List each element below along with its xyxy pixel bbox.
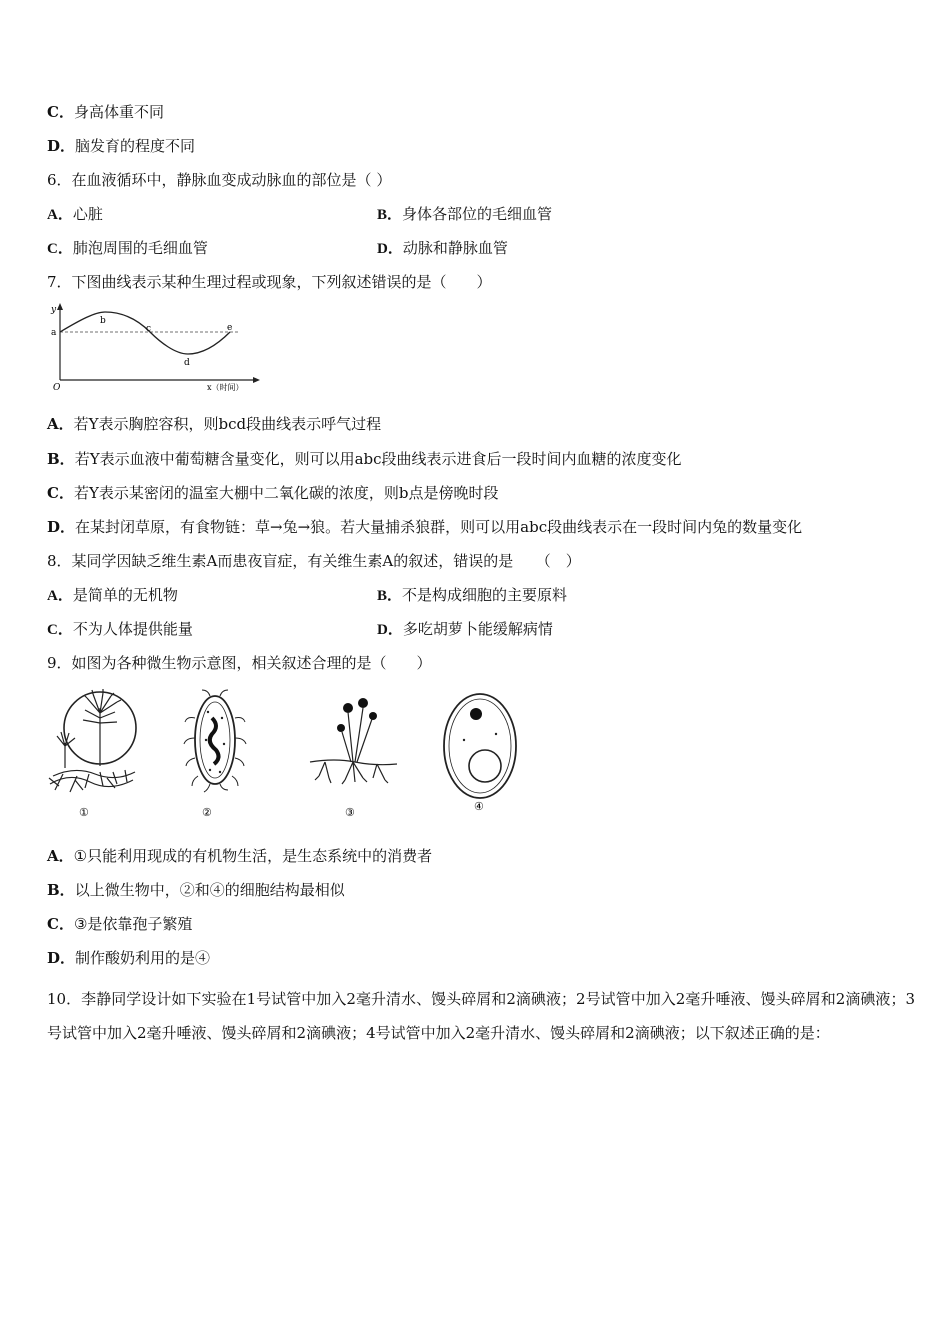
option-label: D． xyxy=(47,518,76,536)
option-label: C． xyxy=(47,241,73,257)
q7-stem: 7．下图曲线表示某种生理过程或现象，下列叙述错误的是（ ） xyxy=(47,273,492,291)
q9-option-d xyxy=(47,948,210,968)
option-label: B． xyxy=(377,207,403,223)
q8-stem: 8．某同学因缺乏维生素A而患夜盲症，有关维生素A的叙述，错误的是 （ ） xyxy=(47,552,581,570)
q9-stem: 9．如图为各种微生物示意图，相关叙述合理的是（ ） xyxy=(47,654,432,672)
origin-label: O xyxy=(53,383,61,392)
option-text: 动脉和静脉血管 xyxy=(402,239,508,257)
q7-curve-figure xyxy=(45,300,270,392)
microbe-figure-2-bacterium xyxy=(180,688,250,820)
option-text: 若Y表示血液中葡萄糖含量变化，则可以用abc段曲线表示进食后一段时间内血糖的浓度变化 xyxy=(74,450,682,468)
option-label: D． xyxy=(47,137,76,155)
point-label-b: b xyxy=(100,316,106,326)
option-label: B． xyxy=(377,588,403,604)
q6-option-c xyxy=(47,238,208,259)
microbe-figure-4-yeast xyxy=(440,688,525,820)
option-text: 若Y表示某密闭的温室大棚中二氧化碳的浓度，则b点是傍晚时段 xyxy=(73,484,499,502)
q6-option-a xyxy=(47,204,103,225)
figure-label-3: ③ xyxy=(345,806,355,819)
option-label: C． xyxy=(47,484,74,502)
option-label: A． xyxy=(47,415,74,433)
q8-option-a xyxy=(47,585,178,606)
q9-option-b xyxy=(47,880,345,900)
option-label: B． xyxy=(47,450,75,468)
option-text: ①只能利用现成的有机物生活，是生态系统中的消费者 xyxy=(73,847,433,865)
option-text: 是简单的无机物 xyxy=(72,586,178,604)
microbe-figure-3-bread-mold xyxy=(305,688,400,820)
option-label: A． xyxy=(47,207,73,223)
figure-label-4: ④ xyxy=(474,800,484,813)
microbe-figure-1-mold xyxy=(45,688,140,820)
sine-curve xyxy=(60,312,233,354)
q7-option-c xyxy=(47,483,498,503)
option-text: 身体各部位的毛细血管 xyxy=(402,205,553,223)
option-text: ③是依靠孢子繁殖 xyxy=(73,915,193,933)
option-label: D． xyxy=(377,241,403,257)
q10-stem: 10．李静同学设计如下实验在1号试管中加入2毫升清水、馒头碎屑和2滴碘液；2号试管中加入2毫升唾液、馒头碎屑和2滴碘液；3号试管中加入2毫升唾液、馒头碎屑和2滴碘液；4号试管中加入2毫升清水、馒头碎屑和2滴碘液；以下叙述正确的是： xyxy=(47,990,915,1042)
option-text: 不为人体提供能量 xyxy=(72,620,193,638)
option-label: D． xyxy=(47,949,76,967)
point-label-d: d xyxy=(184,358,190,368)
option-label: A． xyxy=(47,847,74,865)
option-label: C． xyxy=(47,103,74,121)
q5-option-d xyxy=(47,136,195,156)
option-label: C． xyxy=(47,622,73,638)
q9-option-a xyxy=(47,846,432,866)
q8-option-b xyxy=(377,585,567,606)
q7-option-a xyxy=(47,414,381,434)
option-label: D． xyxy=(377,622,403,638)
q5-option-c xyxy=(47,102,164,122)
point-label-e: e xyxy=(227,323,233,333)
figure-label-2: ② xyxy=(202,806,212,819)
q7-option-d xyxy=(47,517,802,537)
option-text: 脑发育的程度不同 xyxy=(75,137,196,155)
q6-stem: 6．在血液循环中，静脉血变成动脉血的部位是（ ） xyxy=(47,171,392,189)
q6-option-d xyxy=(377,238,508,259)
q7-option-b xyxy=(47,449,682,469)
x-axis-arrow xyxy=(253,377,260,383)
option-text: 不是构成细胞的主要原料 xyxy=(402,586,568,604)
option-label: C． xyxy=(47,915,74,933)
q8-option-c xyxy=(47,619,193,640)
q8-option-d xyxy=(377,619,553,640)
option-label: B． xyxy=(47,881,75,899)
q9-option-c xyxy=(47,914,192,934)
option-text: 在某封闭草原，有食物链：草→兔→狼。若大量捕杀狼群，则可以用abc段曲线表示在一段时间内兔的数量变化 xyxy=(75,518,803,536)
option-text: 肺泡周围的毛细血管 xyxy=(72,239,208,257)
option-text: 制作酸奶利用的是④ xyxy=(75,949,211,967)
option-label: A． xyxy=(47,588,73,604)
option-text: 若Y表示胸腔容积，则bcd段曲线表示呼气过程 xyxy=(73,415,382,433)
option-text: 心脏 xyxy=(72,205,103,223)
point-label-c: c xyxy=(146,324,152,334)
option-text: 身高体重不同 xyxy=(73,103,164,121)
point-label-a: a xyxy=(51,328,57,338)
q6-option-b xyxy=(377,204,552,225)
option-text: 多吃胡萝卜能缓解病情 xyxy=(402,620,553,638)
y-axis-arrow xyxy=(57,303,63,310)
y-axis-label: y xyxy=(51,305,57,315)
x-axis-label: x（时间） xyxy=(207,383,244,392)
option-text: 以上微生物中，②和④的细胞结构最相似 xyxy=(74,881,345,899)
figure-label-1: ① xyxy=(79,806,89,819)
